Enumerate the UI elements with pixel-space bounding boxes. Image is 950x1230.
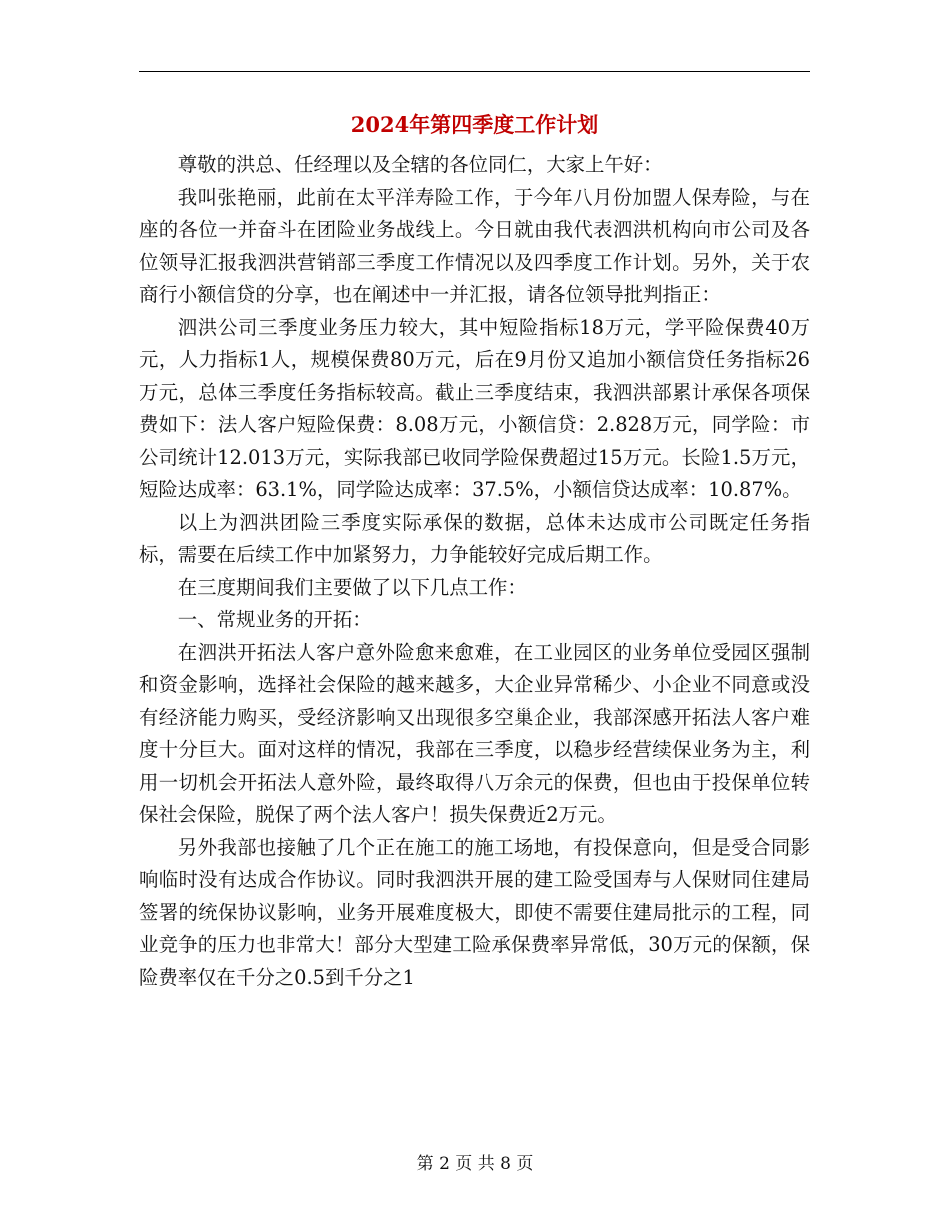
document-title: 2024年第四季度工作计划 — [350, 112, 599, 137]
construction-insurance-paragraph: 另外我部也接触了几个正在施工的施工场地，有投保意向，但是受合同影响临时没有达成合作协议。同时我泗洪开展的建工险受国寿与人保财同住建局签署的统保协议影响，业务开展难度极大，即使不需要住建局批示的工程，同业竞争的压力也非常大！部分大型建工险承保费率异常低，30万元的保额，保险费率仅在千分之0.5到千分之1 — [139, 835, 810, 989]
introduction-paragraph: 我叫张艳丽，此前在太平洋寿险工作，于今年八月份加盟人保寿险，与在座的各位一并奋斗在团险业务战线上。今日就由我代表泗洪机构向市公司及各位领导汇报我泗洪营销部三季度工作情况以及四季度工作计划。另外，关于农商行小额信贷的分享，也在阐述中一并汇报，请各位领导批判指正： — [139, 185, 810, 306]
section-heading: 一、常规业务的开拓： — [177, 608, 372, 631]
work-intro-paragraph: 在三度期间我们主要做了以下几点工作： — [177, 575, 527, 599]
header-rule — [139, 71, 810, 72]
document-body — [139, 149, 810, 994]
greeting-paragraph: 尊敬的洪总、任经理以及全辖的各位同仁，大家上午好： — [177, 153, 663, 176]
summary-paragraph: 以上为泗洪团险三季度实际承保的数据，总体未达成市公司既定任务指标，需要在后续工作中加紧努力，力争能较好完成后期工作。 — [139, 510, 810, 566]
page-number: 第 2 页 共 8 页 — [416, 1154, 534, 1174]
q3-data-paragraph: 泗洪公司三季度业务压力较大，其中短险指标18万元，学平险保费40万元，人力指标1人，规模保费80万元，后在9月份又追加小额信贷任务指标26万元，总体三季度任务指标较高。截止三季度结束，我泗洪部累计承保各项保费如下：法人客户短险保费：8.08万元，小额信贷：2.828万元，同学险：市公司统计12.013万元，实际我部已收同学险保费超过15万元。长险1.5万元，短险达成率：63.1%，同学险达成率：37.5%，小额信贷达成率：10.87%。 — [139, 315, 810, 501]
business-development-paragraph: 在泗洪开拓法人客户意外险愈来愈难，在工业园区的业务单位受园区强制和资金影响，选择社会保险的越来越多，大企业异常稀少、小企业不同意或没有经济能力购买，受经济影响又出现很多空巢企业，我部深感开拓法人客户难度十分巨大。面对这样的情况，我部在三季度，以稳步经营续保业务为主，利用一切机会开拓法人意外险，最终取得八万余元的保费，但也由于投保单位转保社会保险，脱保了两个法人客户！损失保费近2万元。 — [139, 640, 810, 826]
